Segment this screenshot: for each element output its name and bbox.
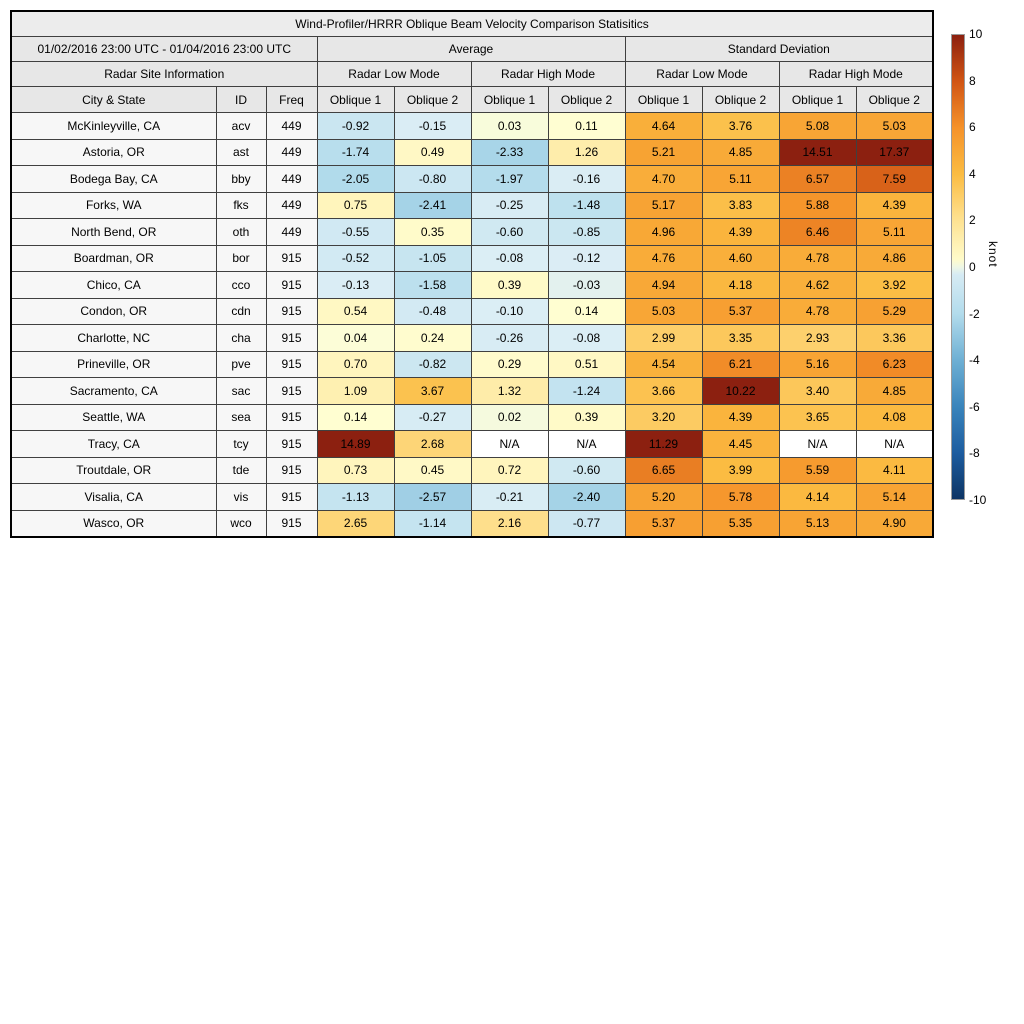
value-cell: 4.78 bbox=[779, 245, 856, 272]
table-row bbox=[11, 245, 933, 272]
value-cell: 5.78 bbox=[702, 484, 779, 511]
column-header-freq: Freq bbox=[266, 87, 317, 113]
value-cell: 5.88 bbox=[779, 192, 856, 219]
value-cell: -2.33 bbox=[471, 139, 548, 166]
value-cell: 0.49 bbox=[394, 139, 471, 166]
id-cell: sea bbox=[216, 404, 266, 431]
freq-cell: 449 bbox=[266, 139, 317, 166]
freq-cell: 915 bbox=[266, 325, 317, 352]
id-cell: sac bbox=[216, 378, 266, 405]
column-header-oblique: Oblique 1 bbox=[625, 87, 702, 113]
id-cell: acv bbox=[216, 113, 266, 140]
value-cell: 3.20 bbox=[625, 404, 702, 431]
freq-cell: 915 bbox=[266, 484, 317, 511]
value-cell: -1.97 bbox=[471, 166, 548, 193]
value-cell: 4.08 bbox=[856, 404, 933, 431]
value-cell: 4.90 bbox=[856, 510, 933, 537]
freq-cell: 449 bbox=[266, 166, 317, 193]
table-row bbox=[11, 272, 933, 299]
city-cell: Visalia, CA bbox=[11, 484, 216, 511]
column-header-oblique: Oblique 1 bbox=[779, 87, 856, 113]
city-cell: Tracy, CA bbox=[11, 431, 216, 458]
value-cell: 4.96 bbox=[625, 219, 702, 246]
table-row bbox=[11, 457, 933, 484]
value-cell: 14.51 bbox=[779, 139, 856, 166]
colorbar-tick-label: 10 bbox=[969, 27, 983, 41]
value-cell: -2.40 bbox=[548, 484, 625, 511]
value-cell: -0.60 bbox=[548, 457, 625, 484]
table-row bbox=[11, 166, 933, 193]
value-cell: -0.27 bbox=[394, 404, 471, 431]
value-cell: 1.26 bbox=[548, 139, 625, 166]
value-cell: 5.16 bbox=[779, 351, 856, 378]
value-cell: N/A bbox=[856, 431, 933, 458]
value-cell: 3.76 bbox=[702, 113, 779, 140]
id-cell: tcy bbox=[216, 431, 266, 458]
column-header-oblique: Oblique 2 bbox=[394, 87, 471, 113]
value-cell: 0.14 bbox=[548, 298, 625, 325]
value-cell: 3.35 bbox=[702, 325, 779, 352]
value-cell: 4.11 bbox=[856, 457, 933, 484]
mode-header-std-high: Radar High Mode bbox=[779, 62, 933, 87]
value-cell: 0.24 bbox=[394, 325, 471, 352]
value-cell: 0.39 bbox=[548, 404, 625, 431]
colorbar-tick-label: -10 bbox=[969, 493, 987, 507]
value-cell: 2.65 bbox=[317, 510, 394, 537]
table-row bbox=[11, 325, 933, 352]
value-cell: 5.37 bbox=[625, 510, 702, 537]
table-row bbox=[11, 298, 933, 325]
id-cell: cdn bbox=[216, 298, 266, 325]
value-cell: 5.11 bbox=[856, 219, 933, 246]
column-header-oblique: Oblique 2 bbox=[702, 87, 779, 113]
table-row bbox=[11, 510, 933, 537]
city-cell: Boardman, OR bbox=[11, 245, 216, 272]
value-cell: 3.36 bbox=[856, 325, 933, 352]
city-cell: Chico, CA bbox=[11, 272, 216, 299]
city-cell: Bodega Bay, CA bbox=[11, 166, 216, 193]
freq-cell: 915 bbox=[266, 298, 317, 325]
column-header-oblique: Oblique 1 bbox=[317, 87, 394, 113]
table-row bbox=[11, 113, 933, 140]
value-cell: 2.16 bbox=[471, 510, 548, 537]
id-cell: ast bbox=[216, 139, 266, 166]
city-cell: McKinleyville, CA bbox=[11, 113, 216, 140]
city-cell: Wasco, OR bbox=[11, 510, 216, 537]
value-cell: 4.70 bbox=[625, 166, 702, 193]
value-cell: -0.15 bbox=[394, 113, 471, 140]
value-cell: 4.78 bbox=[779, 298, 856, 325]
freq-cell: 915 bbox=[266, 351, 317, 378]
id-cell: tde bbox=[216, 457, 266, 484]
city-cell: Charlotte, NC bbox=[11, 325, 216, 352]
value-cell: 5.03 bbox=[856, 113, 933, 140]
value-cell: -1.05 bbox=[394, 245, 471, 272]
value-cell: 5.11 bbox=[702, 166, 779, 193]
id-cell: oth bbox=[216, 219, 266, 246]
mode-header-std-low: Radar Low Mode bbox=[625, 62, 779, 87]
figure-title: Wind-Profiler/HRRR Oblique Beam Velocity Comparison Statisitics bbox=[11, 11, 933, 37]
value-cell: -0.26 bbox=[471, 325, 548, 352]
value-cell: 5.13 bbox=[779, 510, 856, 537]
freq-cell: 449 bbox=[266, 113, 317, 140]
freq-cell: 915 bbox=[266, 378, 317, 405]
colorbar-tick-label: 0 bbox=[969, 260, 976, 274]
value-cell: 5.03 bbox=[625, 298, 702, 325]
column-header-oblique: Oblique 2 bbox=[548, 87, 625, 113]
city-cell: Forks, WA bbox=[11, 192, 216, 219]
column-header-oblique: Oblique 2 bbox=[856, 87, 933, 113]
value-cell: 0.04 bbox=[317, 325, 394, 352]
freq-cell: 915 bbox=[266, 272, 317, 299]
id-cell: bby bbox=[216, 166, 266, 193]
colorbar-unit-label: knot bbox=[986, 241, 1000, 268]
value-cell: -0.03 bbox=[548, 272, 625, 299]
value-cell: 6.21 bbox=[702, 351, 779, 378]
id-cell: wco bbox=[216, 510, 266, 537]
table-row bbox=[11, 192, 933, 219]
value-cell: 5.21 bbox=[625, 139, 702, 166]
colorbar-tick-label: -2 bbox=[969, 306, 980, 321]
group-header-average: Average bbox=[317, 37, 625, 62]
city-cell: Prineville, OR bbox=[11, 351, 216, 378]
colorbar-tick-label: -8 bbox=[969, 446, 980, 461]
value-cell: 17.37 bbox=[856, 139, 933, 166]
freq-cell: 915 bbox=[266, 457, 317, 484]
freq-cell: 915 bbox=[266, 245, 317, 272]
value-cell: -0.77 bbox=[548, 510, 625, 537]
colorbar-tick-label: 6 bbox=[969, 120, 976, 135]
value-cell: N/A bbox=[471, 431, 548, 458]
id-cell: pve bbox=[216, 351, 266, 378]
id-cell: cco bbox=[216, 272, 266, 299]
value-cell: 3.99 bbox=[702, 457, 779, 484]
id-cell: vis bbox=[216, 484, 266, 511]
value-cell: 3.83 bbox=[702, 192, 779, 219]
value-cell: 2.99 bbox=[625, 325, 702, 352]
value-cell: 4.86 bbox=[856, 245, 933, 272]
value-cell: 5.14 bbox=[856, 484, 933, 511]
value-cell: 4.39 bbox=[702, 219, 779, 246]
city-cell: Troutdale, OR bbox=[11, 457, 216, 484]
value-cell: -0.12 bbox=[548, 245, 625, 272]
value-cell: 5.08 bbox=[779, 113, 856, 140]
city-cell: North Bend, OR bbox=[11, 219, 216, 246]
value-cell: 5.37 bbox=[702, 298, 779, 325]
value-cell: 4.62 bbox=[779, 272, 856, 299]
value-cell: 11.29 bbox=[625, 431, 702, 458]
table-body bbox=[11, 113, 933, 538]
city-cell: Sacramento, CA bbox=[11, 378, 216, 405]
freq-cell: 915 bbox=[266, 510, 317, 537]
value-cell: -0.08 bbox=[471, 245, 548, 272]
value-cell: -0.25 bbox=[471, 192, 548, 219]
value-cell: 6.46 bbox=[779, 219, 856, 246]
id-cell: fks bbox=[216, 192, 266, 219]
value-cell: 0.73 bbox=[317, 457, 394, 484]
colorbar-tick-label: -4 bbox=[969, 353, 980, 368]
value-cell: -1.13 bbox=[317, 484, 394, 511]
value-cell: -2.41 bbox=[394, 192, 471, 219]
table-row bbox=[11, 404, 933, 431]
value-cell: 10.22 bbox=[702, 378, 779, 405]
value-cell: 4.85 bbox=[702, 139, 779, 166]
colorbar-gradient bbox=[951, 34, 965, 500]
value-cell: 0.75 bbox=[317, 192, 394, 219]
value-cell: 6.57 bbox=[779, 166, 856, 193]
value-cell: 0.02 bbox=[471, 404, 548, 431]
value-cell: -0.60 bbox=[471, 219, 548, 246]
value-cell: -1.14 bbox=[394, 510, 471, 537]
value-cell: -0.92 bbox=[317, 113, 394, 140]
id-cell: bor bbox=[216, 245, 266, 272]
value-cell: 4.60 bbox=[702, 245, 779, 272]
value-cell: 4.39 bbox=[856, 192, 933, 219]
value-cell: 3.65 bbox=[779, 404, 856, 431]
column-header-oblique: Oblique 1 bbox=[471, 87, 548, 113]
value-cell: 3.66 bbox=[625, 378, 702, 405]
value-cell: 4.76 bbox=[625, 245, 702, 272]
value-cell: 2.68 bbox=[394, 431, 471, 458]
value-cell: N/A bbox=[779, 431, 856, 458]
colorbar-tick-label: 8 bbox=[969, 73, 976, 88]
value-cell: -2.05 bbox=[317, 166, 394, 193]
value-cell: -0.52 bbox=[317, 245, 394, 272]
value-cell: -0.13 bbox=[317, 272, 394, 299]
value-cell: 4.18 bbox=[702, 272, 779, 299]
value-cell: -0.82 bbox=[394, 351, 471, 378]
freq-cell: 915 bbox=[266, 431, 317, 458]
freq-cell: 449 bbox=[266, 219, 317, 246]
value-cell: -0.08 bbox=[548, 325, 625, 352]
table-row bbox=[11, 378, 933, 405]
value-cell: 0.29 bbox=[471, 351, 548, 378]
date-range: 01/02/2016 23:00 UTC - 01/04/2016 23:00 UTC bbox=[11, 37, 317, 62]
value-cell: 0.14 bbox=[317, 404, 394, 431]
value-cell: -0.21 bbox=[471, 484, 548, 511]
value-cell: 1.09 bbox=[317, 378, 394, 405]
value-cell: 5.29 bbox=[856, 298, 933, 325]
column-header-city: City & State bbox=[11, 87, 216, 113]
value-cell: 5.17 bbox=[625, 192, 702, 219]
value-cell: 0.72 bbox=[471, 457, 548, 484]
value-cell: -2.57 bbox=[394, 484, 471, 511]
colorbar-tick-label: 4 bbox=[969, 166, 976, 181]
value-cell: 3.40 bbox=[779, 378, 856, 405]
colorbar-tick-label: -6 bbox=[969, 399, 980, 414]
table-row bbox=[11, 139, 933, 166]
city-cell: Condon, OR bbox=[11, 298, 216, 325]
value-cell: 3.67 bbox=[394, 378, 471, 405]
value-cell: 7.59 bbox=[856, 166, 933, 193]
table-row bbox=[11, 351, 933, 378]
freq-cell: 915 bbox=[266, 404, 317, 431]
value-cell: -0.16 bbox=[548, 166, 625, 193]
value-cell: 6.23 bbox=[856, 351, 933, 378]
value-cell: 0.03 bbox=[471, 113, 548, 140]
table-row bbox=[11, 484, 933, 511]
city-cell: Seattle, WA bbox=[11, 404, 216, 431]
value-cell: -0.10 bbox=[471, 298, 548, 325]
value-cell: -1.24 bbox=[548, 378, 625, 405]
column-header-id: ID bbox=[216, 87, 266, 113]
value-cell: 0.54 bbox=[317, 298, 394, 325]
id-cell: cha bbox=[216, 325, 266, 352]
value-cell: 0.70 bbox=[317, 351, 394, 378]
value-cell: 5.20 bbox=[625, 484, 702, 511]
city-cell: Astoria, OR bbox=[11, 139, 216, 166]
value-cell: 4.54 bbox=[625, 351, 702, 378]
value-cell: 5.35 bbox=[702, 510, 779, 537]
value-cell: 0.11 bbox=[548, 113, 625, 140]
value-cell: 0.39 bbox=[471, 272, 548, 299]
stats-table bbox=[10, 10, 934, 538]
value-cell: 4.14 bbox=[779, 484, 856, 511]
value-cell: 5.59 bbox=[779, 457, 856, 484]
value-cell: 4.85 bbox=[856, 378, 933, 405]
value-cell: 4.39 bbox=[702, 404, 779, 431]
value-cell: -1.48 bbox=[548, 192, 625, 219]
mode-header-avg-low: Radar Low Mode bbox=[317, 62, 471, 87]
value-cell: 1.32 bbox=[471, 378, 548, 405]
value-cell: 4.45 bbox=[702, 431, 779, 458]
site-info-header: Radar Site Information bbox=[11, 62, 317, 87]
value-cell: 0.45 bbox=[394, 457, 471, 484]
freq-cell: 449 bbox=[266, 192, 317, 219]
value-cell: -0.85 bbox=[548, 219, 625, 246]
value-cell: 0.35 bbox=[394, 219, 471, 246]
value-cell: -0.55 bbox=[317, 219, 394, 246]
value-cell: 4.64 bbox=[625, 113, 702, 140]
value-cell: -1.74 bbox=[317, 139, 394, 166]
mode-header-avg-high: Radar High Mode bbox=[471, 62, 625, 87]
colorbar-tick-label: 2 bbox=[969, 213, 976, 228]
value-cell: 6.65 bbox=[625, 457, 702, 484]
value-cell: 2.93 bbox=[779, 325, 856, 352]
value-cell: -0.48 bbox=[394, 298, 471, 325]
table-row bbox=[11, 431, 933, 458]
value-cell: -0.80 bbox=[394, 166, 471, 193]
value-cell: N/A bbox=[548, 431, 625, 458]
value-cell: 4.94 bbox=[625, 272, 702, 299]
value-cell: 14.89 bbox=[317, 431, 394, 458]
value-cell: -1.58 bbox=[394, 272, 471, 299]
table-row bbox=[11, 219, 933, 246]
value-cell: 0.51 bbox=[548, 351, 625, 378]
group-header-standard-deviation: Standard Deviation bbox=[625, 37, 933, 62]
value-cell: 3.92 bbox=[856, 272, 933, 299]
